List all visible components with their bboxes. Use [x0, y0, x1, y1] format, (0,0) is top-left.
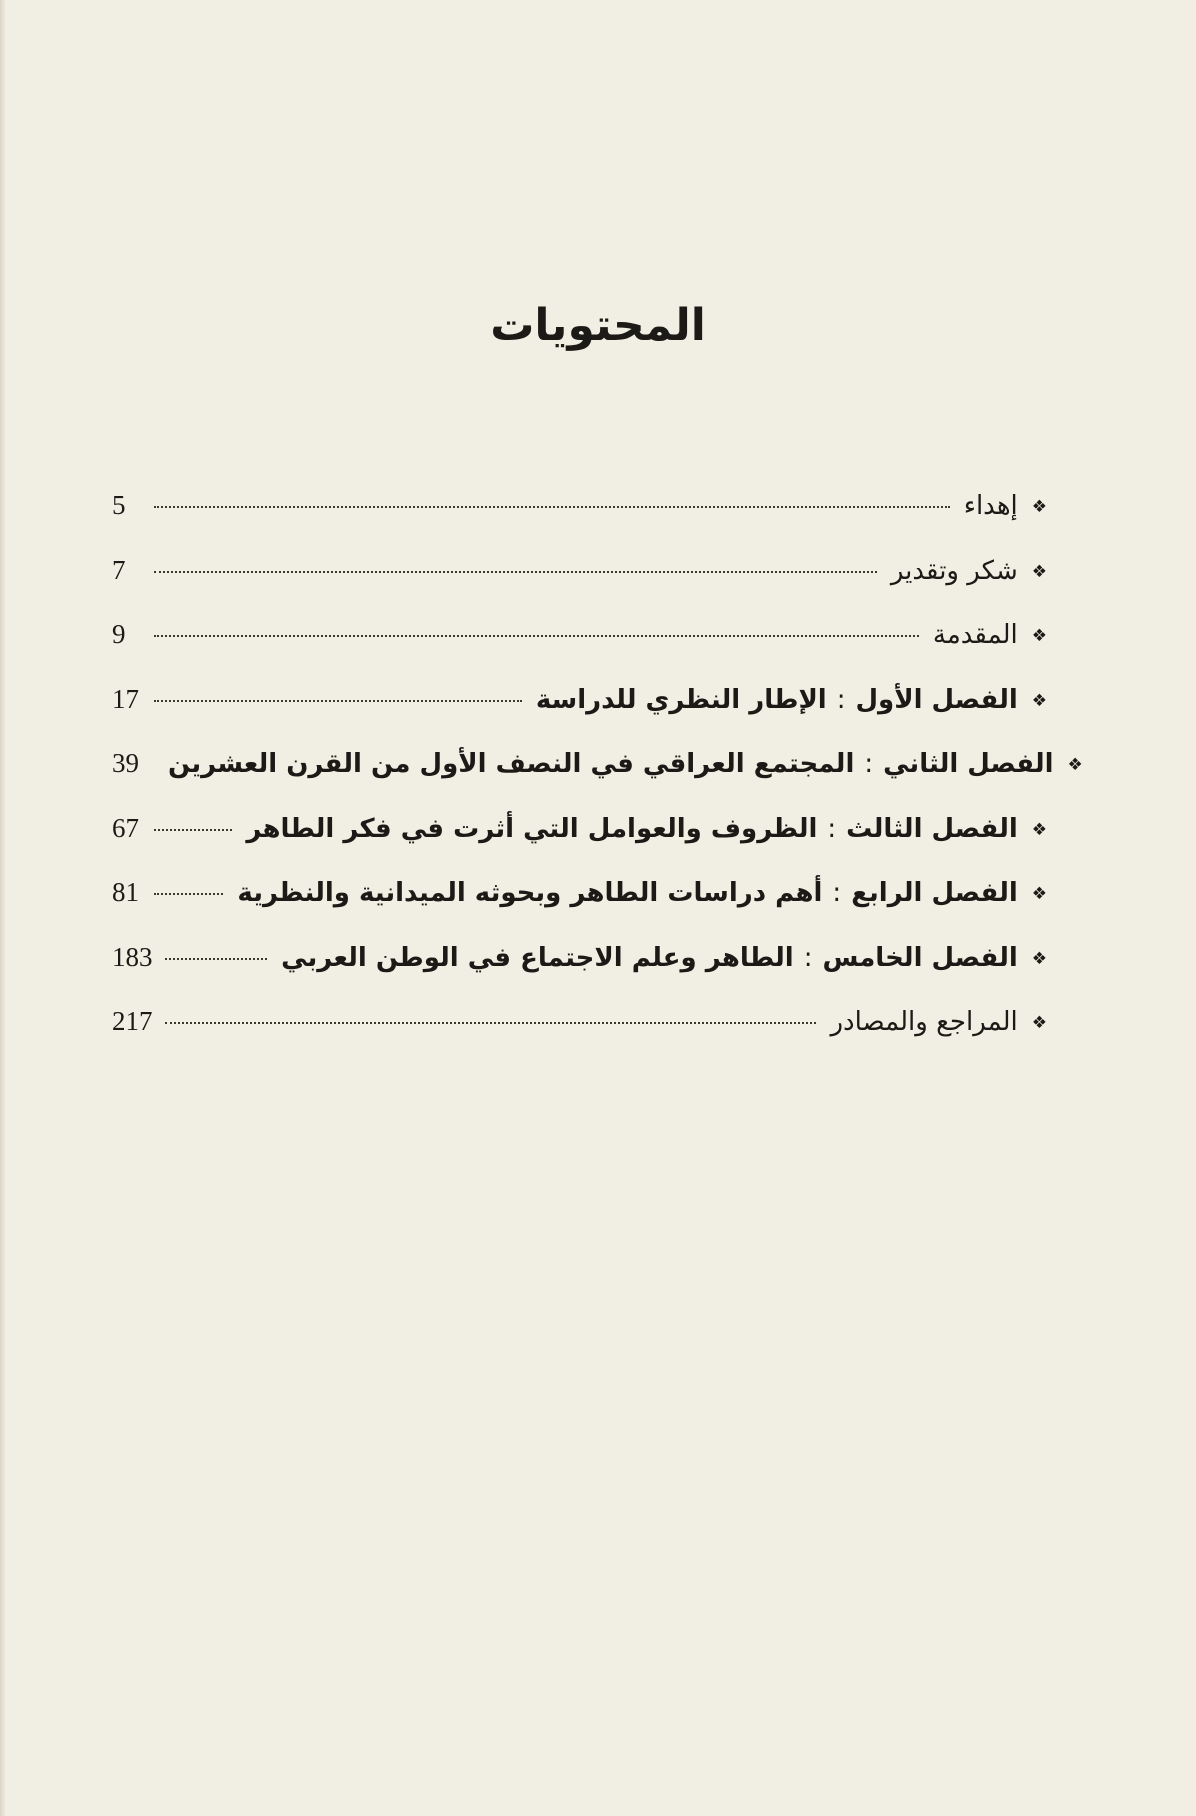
- entry-title: المقدمة: [932, 620, 1018, 650]
- entry-title: المراجع والمصادر: [830, 1007, 1018, 1037]
- entry-text: [830, 1007, 1047, 1037]
- dot-leader: [154, 506, 950, 508]
- diamond-bullet-icon: ❖: [1031, 690, 1047, 711]
- toc-entry-dedication[interactable]: [112, 490, 1047, 555]
- page-number: 183: [112, 941, 153, 972]
- separator: :: [864, 749, 874, 779]
- entry-text: [168, 749, 1083, 779]
- page-number: 67: [112, 812, 139, 843]
- entry-text: [536, 685, 1047, 715]
- chapter-label: الفصل الثالث: [846, 813, 1018, 844]
- separator: :: [832, 878, 842, 908]
- diamond-bullet-icon: ❖: [1031, 819, 1047, 840]
- diamond-bullet-icon: ❖: [1067, 755, 1083, 775]
- diamond-bullet-icon: ❖: [1031, 497, 1047, 517]
- chapter-label: الفصل الثاني: [883, 749, 1054, 779]
- toc-entry-chapter-2[interactable]: [112, 748, 1083, 813]
- dot-leader: [154, 700, 522, 702]
- separator: :: [827, 813, 837, 844]
- separator: :: [836, 684, 846, 715]
- entry-title: الطاهر وعلم الاجتماع في الوطن العربي: [281, 942, 794, 973]
- entry-text: [891, 556, 1047, 586]
- entry-title: المجتمع العراقي في النصف الأول من القرن العشرين: [168, 749, 855, 779]
- diamond-bullet-icon: ❖: [1031, 884, 1047, 904]
- toc-entry-references[interactable]: [112, 1006, 1047, 1071]
- entry-title: أهم دراسات الطاهر وبحوثه الميدانية والنظرية: [237, 878, 823, 908]
- entry-text: [281, 943, 1047, 973]
- page-number: 217: [112, 1006, 153, 1036]
- diamond-bullet-icon: ❖: [1031, 561, 1047, 582]
- entry-text: [237, 878, 1047, 908]
- diamond-bullet-icon: ❖: [1031, 1013, 1047, 1033]
- entry-text: [964, 491, 1047, 521]
- toc-entry-chapter-3[interactable]: [112, 813, 1047, 878]
- page-number: 39: [112, 748, 139, 778]
- entry-text: [933, 620, 1047, 650]
- toc-entry-chapter-4[interactable]: [112, 877, 1047, 942]
- entry-text: [246, 814, 1047, 844]
- page-number: 9: [112, 619, 126, 649]
- entry-title: شكر وتقدير: [890, 555, 1018, 586]
- chapter-label: الفصل الرابع: [851, 878, 1018, 908]
- dot-leader: [154, 893, 223, 895]
- page-number: 81: [112, 877, 139, 907]
- table-of-contents: [112, 490, 1083, 1071]
- toc-entry-chapter-1[interactable]: [112, 684, 1047, 749]
- page-number: 17: [112, 683, 139, 714]
- page-edge: [0, 0, 6, 1816]
- diamond-bullet-icon: ❖: [1031, 626, 1047, 646]
- page-number: 7: [112, 554, 126, 585]
- entry-title: الإطار النظري للدراسة: [535, 684, 827, 715]
- dot-leader: [154, 635, 919, 637]
- toc-entry-chapter-5[interactable]: [112, 942, 1047, 1007]
- separator: :: [803, 942, 813, 973]
- entry-title: إهداء: [963, 491, 1018, 521]
- chapter-label: الفصل الأول: [855, 684, 1018, 715]
- toc-entry-acknowledgements[interactable]: [112, 555, 1047, 620]
- page-number: 5: [112, 490, 126, 520]
- chapter-label: الفصل الخامس: [822, 942, 1018, 973]
- dot-leader: [154, 571, 877, 573]
- page-title: المحتويات: [490, 300, 706, 351]
- dot-leader: [165, 958, 268, 960]
- toc-entry-introduction[interactable]: [112, 619, 1047, 684]
- diamond-bullet-icon: ❖: [1031, 948, 1047, 969]
- dot-leader: [154, 829, 232, 831]
- entry-title: الظروف والعوامل التي أثرت في فكر الطاهر: [246, 813, 818, 844]
- dot-leader: [165, 1022, 817, 1024]
